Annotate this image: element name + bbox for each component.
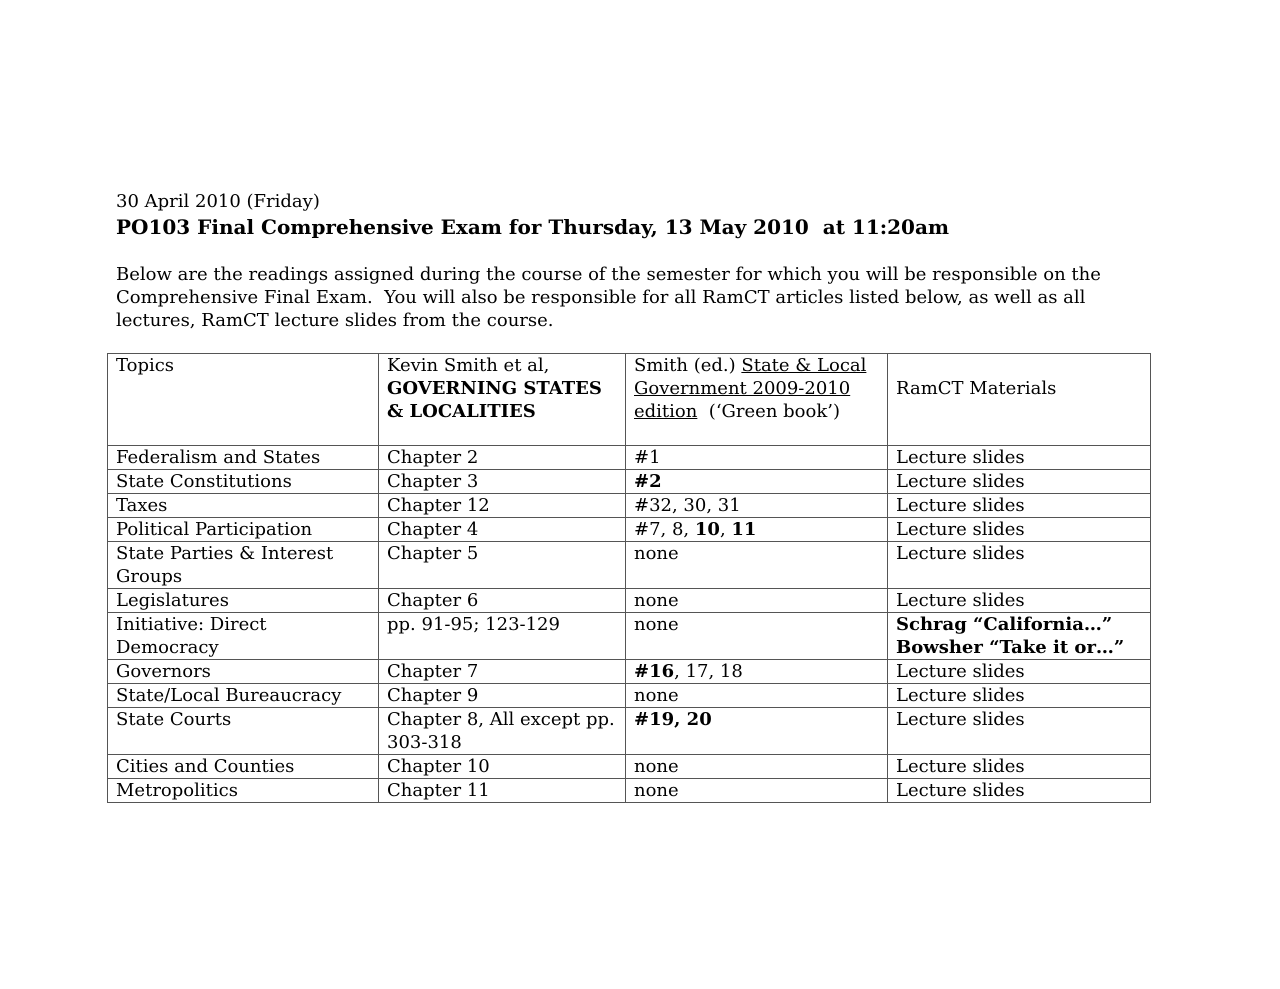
readings-table-body: [108, 354, 1151, 803]
header-green-book-title: State & Local: [741, 355, 867, 376]
ramct-cell: [888, 518, 1151, 542]
ramct-text: Lecture slides: [896, 661, 1025, 682]
green-book-text: #1: [634, 447, 661, 468]
green-book-cell: [626, 494, 888, 518]
textbook-chapter-cell: Chapter 12: [379, 494, 626, 518]
table-row: [108, 755, 1151, 779]
topic-cell: Political Participation: [108, 518, 379, 542]
header-topics-label: Topics: [116, 355, 175, 376]
ramct-cell: [888, 446, 1151, 470]
topic-cell: State Courts: [108, 708, 379, 755]
green-book-text: #16: [634, 661, 675, 682]
green-book-cell: [626, 755, 888, 779]
textbook-chapter-cell: Chapter 2: [379, 446, 626, 470]
ramct-text: Lecture slides: [896, 590, 1025, 611]
green-book-text: none: [634, 756, 679, 777]
green-book-text: #32, 30, 31: [634, 495, 741, 516]
textbook-chapter-cell: Chapter 4: [379, 518, 626, 542]
textbook-chapter-cell: Chapter 7: [379, 660, 626, 684]
textbook-chapter-cell: Chapter 5: [379, 542, 626, 589]
ramct-text: Lecture slides: [896, 756, 1025, 777]
ramct-cell: [888, 755, 1151, 779]
green-book-text: none: [634, 780, 679, 801]
green-book-cell: [626, 542, 888, 589]
table-row: [108, 470, 1151, 494]
intro-line: Below are the readings assigned during the course of the semester for which you will be responsible on the: [116, 264, 1101, 285]
topic-cell: Taxes: [108, 494, 379, 518]
ramct-cell: [888, 494, 1151, 518]
textbook-chapter-cell: Chapter 9: [379, 684, 626, 708]
ramct-text: Lecture slides: [896, 471, 1025, 492]
topic-cell: Initiative: Direct Democracy: [108, 613, 379, 660]
green-book-cell: [626, 660, 888, 684]
green-book-text: #2: [634, 471, 662, 492]
intro-paragraph: [116, 263, 1156, 332]
topic-cell: Governors: [108, 660, 379, 684]
green-book-text: 11: [731, 519, 757, 540]
ramct-text: Lecture slides: [896, 543, 1025, 564]
ramct-text: Lecture slides: [896, 780, 1025, 801]
intro-line: lectures, RamCT lecture slides from the course.: [116, 310, 554, 331]
ramct-text: Lecture slides: [896, 519, 1025, 540]
table-row: [108, 613, 1151, 660]
table-row: [108, 660, 1151, 684]
ramct-cell: [888, 589, 1151, 613]
textbook-chapter-cell: Chapter 8, All except pp. 303-318: [379, 708, 626, 755]
green-book-text: #7, 8,: [634, 519, 695, 540]
table-row: [108, 708, 1151, 755]
green-book-text: none: [634, 543, 679, 564]
textbook-chapter-cell: pp. 91-95; 123-129: [379, 613, 626, 660]
topic-cell: Metropolitics: [108, 779, 379, 803]
header-green-book: [626, 354, 888, 446]
header-textbook: [379, 354, 626, 446]
green-book-text: none: [634, 590, 679, 611]
header-ramct-label: RamCT Materials: [896, 378, 1057, 399]
green-book-cell: [626, 613, 888, 660]
textbook-chapter-cell: Chapter 11: [379, 779, 626, 803]
document-title: PO103 Final Comprehensive Exam for Thursday, 13 May 2010 at 11:20am: [116, 215, 950, 239]
ramct-text: Schrag “California…”: [896, 614, 1113, 635]
green-book-text: #19, 20: [634, 709, 712, 730]
readings-table: [107, 353, 1151, 803]
green-book-cell: [626, 446, 888, 470]
green-book-cell: [626, 708, 888, 755]
header-green-book-note: (‘Green book’): [697, 401, 840, 422]
ramct-cell: [888, 684, 1151, 708]
table-header-row: [108, 354, 1151, 446]
green-book-text: none: [634, 614, 679, 635]
ramct-text: Lecture slides: [896, 685, 1025, 706]
table-row: [108, 518, 1151, 542]
topic-cell: Federalism and States: [108, 446, 379, 470]
green-book-cell: [626, 589, 888, 613]
textbook-chapter-cell: Chapter 10: [379, 755, 626, 779]
ramct-text: Lecture slides: [896, 495, 1025, 516]
topic-cell: State/Local Bureaucracy: [108, 684, 379, 708]
header-green-book-title: edition: [634, 401, 698, 422]
intro-line: Comprehensive Final Exam. You will also be responsible for all RamCT articles listed below, as well as all: [116, 287, 1086, 308]
document-date: 30 April 2010 (Friday): [116, 191, 320, 212]
ramct-text: Lecture slides: [896, 447, 1025, 468]
table-row: [108, 446, 1151, 470]
green-book-text: , 17, 18: [674, 661, 743, 682]
header-topics: [108, 354, 379, 446]
topic-cell: Legislatures: [108, 589, 379, 613]
green-book-cell: [626, 518, 888, 542]
ramct-cell: [888, 613, 1151, 660]
topic-cell: State Parties & Interest Groups: [108, 542, 379, 589]
topic-cell: State Constitutions: [108, 470, 379, 494]
header-green-book-editor: Smith (ed.): [634, 355, 742, 376]
ramct-cell: [888, 470, 1151, 494]
table-row: [108, 542, 1151, 589]
textbook-chapter-cell: Chapter 3: [379, 470, 626, 494]
topic-cell: Cities and Counties: [108, 755, 379, 779]
header-textbook-title: & LOCALITIES: [387, 401, 536, 422]
header-textbook-title: GOVERNING STATES: [387, 378, 602, 399]
table-row: [108, 684, 1151, 708]
ramct-text: Bowsher “Take it or…”: [896, 637, 1125, 658]
header-ramct: [888, 354, 1151, 446]
ramct-cell: [888, 542, 1151, 589]
green-book-text: 10: [694, 519, 720, 540]
header-textbook-author: Kevin Smith et al,: [387, 355, 550, 376]
green-book-cell: [626, 684, 888, 708]
ramct-cell: [888, 708, 1151, 755]
header-green-book-title: Government 2009-2010: [634, 378, 851, 399]
table-row: [108, 779, 1151, 803]
textbook-chapter-cell: Chapter 6: [379, 589, 626, 613]
green-book-text: none: [634, 685, 679, 706]
green-book-cell: [626, 470, 888, 494]
ramct-cell: [888, 779, 1151, 803]
green-book-text: ,: [719, 519, 732, 540]
green-book-cell: [626, 779, 888, 803]
ramct-text: Lecture slides: [896, 709, 1025, 730]
table-row: [108, 589, 1151, 613]
ramct-cell: [888, 660, 1151, 684]
table-row: [108, 494, 1151, 518]
